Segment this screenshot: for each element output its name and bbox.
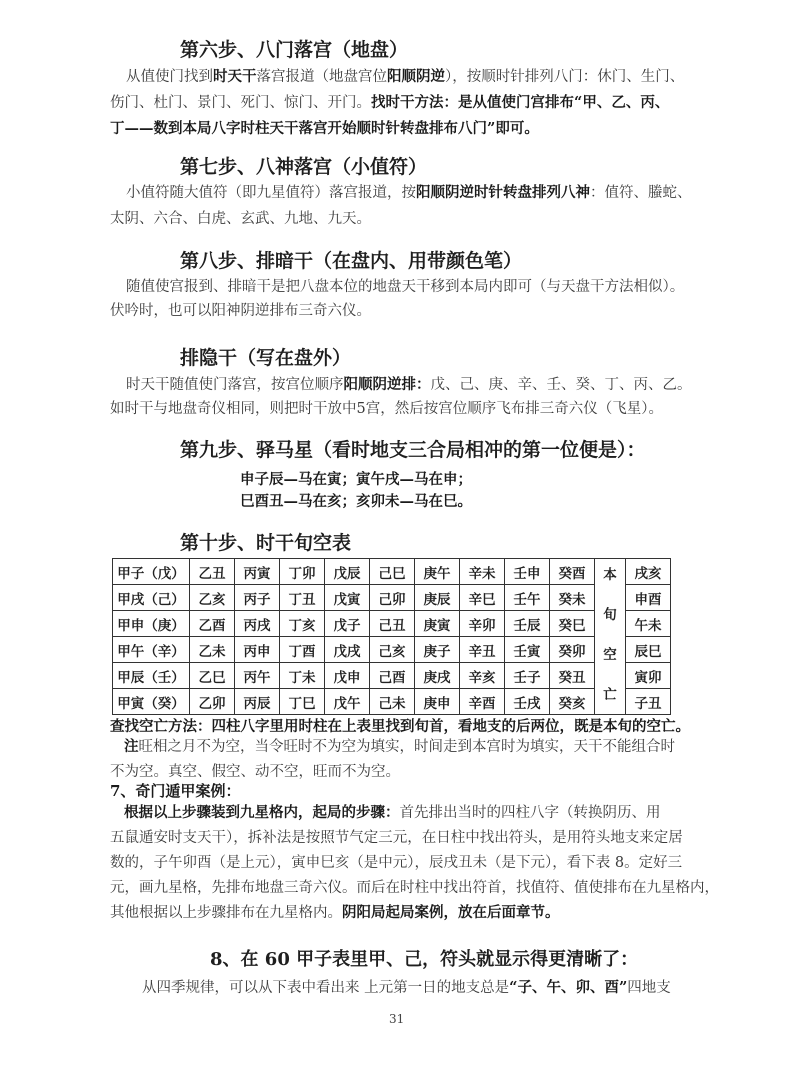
xun-head-cell: 甲子（戊）: [113, 559, 190, 585]
side-label-char: 本: [603, 567, 617, 583]
step9-heading: 第九步、驿马星（看时地支三合局相冲的第一位便是）：: [180, 439, 646, 461]
side-label-char: 亡: [603, 687, 617, 703]
ganzhi-cell: 庚辰: [415, 585, 460, 611]
xun-head-cell: 甲戌（己）: [113, 585, 190, 611]
ganzhi-cell: 丙戌: [235, 611, 280, 637]
step6-line2: [110, 90, 669, 116]
step6-line1: [126, 64, 684, 90]
ganzhi-cell: 乙未: [190, 637, 235, 663]
step7-heading: 第七步、八神落宫（小值符）: [180, 156, 428, 178]
void-method: 查找空亡方法：四柱八字里用时柱在上表里找到旬首，看地支的后两位，既是本旬的空亡。: [110, 718, 690, 735]
ganzhi-cell: 乙卯: [190, 689, 235, 715]
table-row: [113, 611, 671, 637]
void-branches-cell: 辰巳: [626, 637, 671, 663]
ganzhi-cell: 丁亥: [280, 611, 325, 637]
ganzhi-cell: 癸未: [550, 585, 595, 611]
ganzhi-cell: 辛巳: [460, 585, 505, 611]
table-row: [113, 637, 671, 663]
step10-heading: 第十步、时干旬空表: [180, 532, 352, 554]
bold-run: 阳顺阴逆: [387, 68, 445, 85]
ganzhi-cell: 庚午: [415, 559, 460, 585]
table-row: [113, 689, 671, 715]
step8-line2: 伏吟时，也可以阳神阴逆排布三奇六仪。: [110, 303, 371, 319]
ganzhi-cell: 丙子: [235, 585, 280, 611]
text-run: 从四季规律，可以从下表中看出来 上元第一日的地支总是: [142, 980, 510, 996]
text-run: 从值使门找到: [126, 69, 213, 85]
step9-line1: 申子辰—马在寅；寅午戌—马在申；: [240, 471, 472, 488]
ganzhi-cell: 乙巳: [190, 663, 235, 689]
ganzhi-cell: 丁酉: [280, 637, 325, 663]
text-run: 其他根据以上步骤排布在九星格内。: [110, 905, 342, 921]
text-run: 时天干随值使门落宫，按宫位顺序: [126, 377, 344, 393]
ganzhi-cell: 庚寅: [415, 611, 460, 637]
ganzhi-cell: 戊子: [325, 611, 370, 637]
ganzhi-cell: 壬午: [505, 585, 550, 611]
text-run: 旺相之月不为空，当令旺时不为空为填实，时间走到本宫时为填实，天干不能组合时: [138, 739, 675, 755]
bold-run: 阴阳局起局案例，放在后面章节。: [342, 904, 560, 921]
ganzhi-cell: 己丑: [370, 611, 415, 637]
text-run: 四地支: [627, 980, 671, 996]
void-side-label: [595, 559, 626, 715]
void-branches-cell: 寅卯: [626, 663, 671, 689]
ganzhi-cell: 丁未: [280, 663, 325, 689]
ganzhi-cell: 乙酉: [190, 611, 235, 637]
table-row: [113, 559, 671, 585]
step7-line2: 太阴、六合、白虎、玄武、九地、九天。: [110, 211, 371, 227]
ganzhi-cell: 己酉: [370, 663, 415, 689]
ganzhi-cell: 戊戌: [325, 637, 370, 663]
ganzhi-cell: 壬寅: [505, 637, 550, 663]
hidden-stems-heading: 排隐干（写在盘外）: [180, 347, 352, 369]
text-run: ：值符、螣蛇、: [590, 185, 692, 201]
ganzhi-cell: 乙亥: [190, 585, 235, 611]
bold-run: “子、午、卯、酉”: [509, 979, 628, 996]
bold-run: 阳顺阴逆时针转盘排列八神: [416, 184, 590, 201]
bold-run: 时天干: [213, 68, 257, 85]
ganzhi-cell: 癸酉: [550, 559, 595, 585]
ganzhi-cell: 癸巳: [550, 611, 595, 637]
ganzhi-cell: 辛丑: [460, 637, 505, 663]
void-branches-cell: 戌亥: [626, 559, 671, 585]
ganzhi-cell: 丙寅: [235, 559, 280, 585]
ganzhi-cell: 癸丑: [550, 663, 595, 689]
bold-run: 根据以上步骤装到九星格内，起局的步骤：: [124, 804, 400, 821]
ganzhi-cell: 癸卯: [550, 637, 595, 663]
step8-line1: 随值使宫报到、排暗干是把八盘本位的地盘天干移到本局内即可（与天盘干方法相似）。: [126, 279, 685, 295]
ganzhi-cell: 癸亥: [550, 689, 595, 715]
ganzhi-cell: 丁巳: [280, 689, 325, 715]
void-branches-cell: 申酉: [626, 585, 671, 611]
ganzhi-cell: 丁卯: [280, 559, 325, 585]
ganzhi-cell: 辛未: [460, 559, 505, 585]
ganzhi-cell: 壬申: [505, 559, 550, 585]
ganzhi-cell: 戊寅: [325, 585, 370, 611]
ganzhi-cell: 己亥: [370, 637, 415, 663]
text-run: ），按顺时针排列八门：休门、生门、: [445, 69, 685, 85]
bold-run: 阳顺阴逆排：: [343, 376, 431, 393]
section7-line3: 数的，子午卯酉（是上元），寅申巳亥（是中元），辰戌丑未（是下元），看下表 8。定好三: [110, 855, 683, 871]
hidden-stems-line2: 如时干与地盘奇仪相同，则把时干放中5宫，然后按宫位顺序飞布排三奇六仪（飞星）。: [110, 401, 663, 417]
side-label-char: 旬: [603, 607, 617, 623]
side-label-char: 空: [603, 647, 617, 663]
ganzhi-cell: 戊申: [325, 663, 370, 689]
section7-line4: 元，画九星格，先排布地盘三奇六仪。而后在时柱中找出符首，找值符、值使排布在九星格内，: [110, 880, 719, 896]
ganzhi-cell: 戊午: [325, 689, 370, 715]
ganzhi-cell: 壬戌: [505, 689, 550, 715]
section8-heading: 8、在 60 甲子表里甲、己，符头就显示得更清晰了：: [210, 949, 639, 970]
ganzhi-cell: 丙申: [235, 637, 280, 663]
text-run: 落宫报道（地盘宫位: [256, 69, 387, 85]
ganzhi-cell: 庚戌: [415, 663, 460, 689]
step6-line3: 丁——数到本局八字时柱天干落宫开始顺时针转盘排布八门”即可。: [110, 120, 539, 137]
text-run: 小值符随大值符（即九星值符）落宫报道，按: [126, 185, 416, 201]
step6-heading: 第六步、八门落宫（地盘）: [180, 39, 409, 61]
void-branches-cell: 子丑: [626, 689, 671, 715]
ganzhi-cell: 丁丑: [280, 585, 325, 611]
text-run: 伤门、杜门、景门、死门、惊门、开门。: [110, 95, 371, 111]
ganzhi-cell: 戊辰: [325, 559, 370, 585]
void-branches-cell: 午未: [626, 611, 671, 637]
ganzhi-cell: 庚申: [415, 689, 460, 715]
table-row: [113, 663, 671, 689]
ganzhi-cell: 壬辰: [505, 611, 550, 637]
ganzhi-cell: 己巳: [370, 559, 415, 585]
ganzhi-cell: 己卯: [370, 585, 415, 611]
hidden-stems-line1: [126, 372, 692, 398]
note-line2: 不为空。真空、假空、动不空，旺而不为空。: [110, 764, 400, 780]
ganzhi-cell: 丙辰: [235, 689, 280, 715]
table-row: [113, 585, 671, 611]
ganzhi-cell: 乙丑: [190, 559, 235, 585]
ganzhi-cell: 庚子: [415, 637, 460, 663]
page-number: 31: [389, 1012, 405, 1026]
text-run: 首先排出当时的四柱八字（转换阴历、用: [399, 805, 661, 821]
ganzhi-cell: 辛亥: [460, 663, 505, 689]
note-line1: [124, 734, 675, 760]
text-run: 戊、己、庚、辛、壬、癸、丁、丙、乙。: [430, 377, 692, 393]
xun-head-cell: 甲申（庚）: [113, 611, 190, 637]
xun-head-cell: 甲辰（壬）: [113, 663, 190, 689]
xun-head-cell: 甲寅（癸）: [113, 689, 190, 715]
xun-head-cell: 甲午（辛）: [113, 637, 190, 663]
ganzhi-cell: 己未: [370, 689, 415, 715]
ganzhi-cell: 辛卯: [460, 611, 505, 637]
bold-run: 找时干方法：是从值使门宫排布“甲、乙、丙、: [371, 94, 670, 111]
note-label: 注: [124, 738, 139, 755]
section7-line1: [124, 800, 661, 826]
step7-line1: [126, 180, 692, 206]
ganzhi-cell: 辛酉: [460, 689, 505, 715]
ganzhi-cell: 丙午: [235, 663, 280, 689]
step9-line2: 巳酉丑—马在亥；亥卯未—马在巳。: [240, 493, 472, 510]
xun-kong-table: [112, 558, 671, 715]
section7-heading: 7、奇门遁甲案例：: [110, 782, 241, 800]
section8-line1: [142, 975, 671, 1001]
ganzhi-cell: 壬子: [505, 663, 550, 689]
section7-line2: 五鼠遁安时支天干），拆补法是按照节气定三元，在日柱中找出符头，是用符头地支来定居: [110, 830, 683, 846]
step8-heading: 第八步、排暗干（在盘内、用带颜色笔）: [180, 250, 523, 272]
section7-line5: [110, 900, 560, 926]
